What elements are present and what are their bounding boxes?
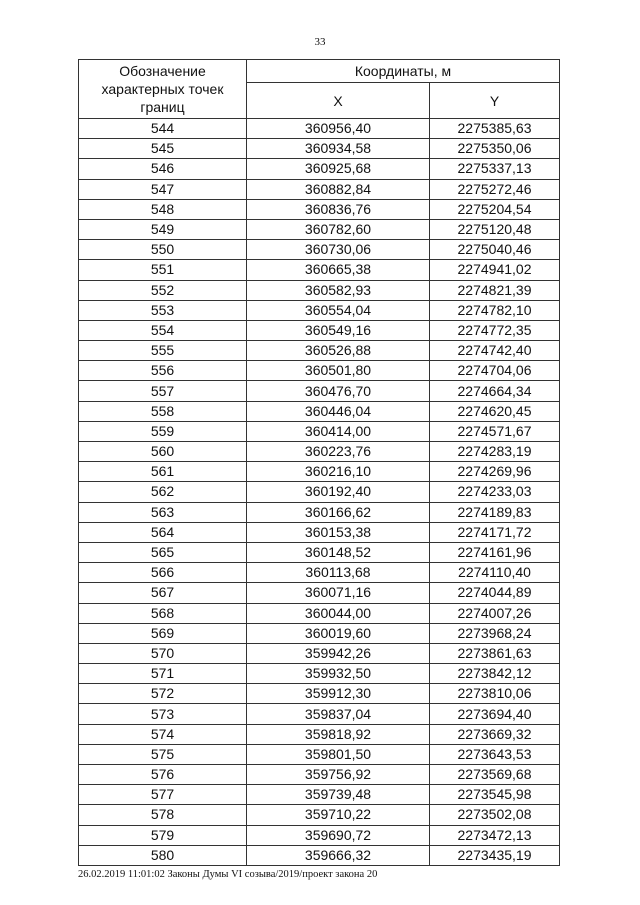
table-header: [79, 60, 560, 119]
point-cell: 578: [79, 805, 247, 825]
x-header: X: [247, 83, 430, 119]
table-row: [79, 381, 560, 401]
point-cell: 553: [79, 300, 247, 320]
point-cell: 565: [79, 542, 247, 562]
y-cell: 2274110,40: [430, 563, 560, 583]
point-cell: 548: [79, 199, 247, 219]
y-cell: 2273810,06: [430, 684, 560, 704]
table-row: [79, 825, 560, 845]
x-cell: 360501,80: [247, 361, 430, 381]
x-cell: 359837,04: [247, 704, 430, 724]
table-row: [79, 219, 560, 239]
coordinates-table: [78, 59, 560, 866]
table-row: [79, 724, 560, 744]
point-cell: 552: [79, 280, 247, 300]
table-row: [79, 704, 560, 724]
x-cell: 359690,72: [247, 825, 430, 845]
y-cell: 2275385,63: [430, 119, 560, 139]
y-cell: 2273435,19: [430, 845, 560, 865]
point-cell: 559: [79, 421, 247, 441]
point-cell: 557: [79, 381, 247, 401]
x-cell: 359932,50: [247, 664, 430, 684]
point-cell: 576: [79, 765, 247, 785]
table-row: [79, 361, 560, 381]
y-cell: 2274007,26: [430, 603, 560, 623]
point-cell: 569: [79, 623, 247, 643]
y-cell: 2274821,39: [430, 280, 560, 300]
point-cell: 558: [79, 401, 247, 421]
table-body: [79, 119, 560, 866]
y-cell: 2274044,89: [430, 583, 560, 603]
table-row: [79, 462, 560, 482]
point-cell: 551: [79, 260, 247, 280]
x-cell: 360414,00: [247, 421, 430, 441]
y-cell: 2273643,53: [430, 744, 560, 764]
point-cell: 550: [79, 240, 247, 260]
y-cell: 2274782,10: [430, 300, 560, 320]
y-cell: 2273861,63: [430, 643, 560, 663]
table-row: [79, 643, 560, 663]
y-cell: 2274571,67: [430, 421, 560, 441]
table-row: [79, 502, 560, 522]
point-cell: 547: [79, 179, 247, 199]
x-cell: 359710,22: [247, 805, 430, 825]
table-row: [79, 442, 560, 462]
point-cell: 554: [79, 320, 247, 340]
table-row: [79, 845, 560, 865]
point-cell: 574: [79, 724, 247, 744]
y-cell: 2273502,08: [430, 805, 560, 825]
point-cell: 575: [79, 744, 247, 764]
point-cell: 560: [79, 442, 247, 462]
x-cell: 360476,70: [247, 381, 430, 401]
table-row: [79, 603, 560, 623]
y-cell: 2274664,34: [430, 381, 560, 401]
x-cell: 360148,52: [247, 542, 430, 562]
x-cell: 360554,04: [247, 300, 430, 320]
x-cell: 360925,68: [247, 159, 430, 179]
table-row: [79, 139, 560, 159]
y-cell: 2275272,46: [430, 179, 560, 199]
y-cell: 2274704,06: [430, 361, 560, 381]
table-row: [79, 744, 560, 764]
y-cell: 2274233,03: [430, 482, 560, 502]
point-cell: 570: [79, 643, 247, 663]
point-cell: 567: [79, 583, 247, 603]
x-cell: 360882,84: [247, 179, 430, 199]
point-cell: 549: [79, 219, 247, 239]
x-cell: 360019,60: [247, 623, 430, 643]
x-cell: 360113,68: [247, 563, 430, 583]
table-row: [79, 522, 560, 542]
x-cell: 359666,32: [247, 845, 430, 865]
point-cell: 571: [79, 664, 247, 684]
table-row: [79, 684, 560, 704]
table-row: [79, 401, 560, 421]
x-cell: 359801,50: [247, 744, 430, 764]
x-cell: 360782,60: [247, 219, 430, 239]
y-cell: 2274171,72: [430, 522, 560, 542]
table-row: [79, 199, 560, 219]
table-row: [79, 482, 560, 502]
x-cell: 359912,30: [247, 684, 430, 704]
table-row: [79, 765, 560, 785]
x-cell: 360071,16: [247, 583, 430, 603]
table-row: [79, 341, 560, 361]
table-row: [79, 320, 560, 340]
table-row: [79, 623, 560, 643]
table-row: [79, 421, 560, 441]
point-cell: 579: [79, 825, 247, 845]
point-cell: 566: [79, 563, 247, 583]
x-cell: 360549,16: [247, 320, 430, 340]
y-cell: 2275120,48: [430, 219, 560, 239]
y-cell: 2273968,24: [430, 623, 560, 643]
y-cell: 2274742,40: [430, 341, 560, 361]
y-cell: 2273569,68: [430, 765, 560, 785]
point-cell: 572: [79, 684, 247, 704]
table-row: [79, 542, 560, 562]
y-cell: 2273472,13: [430, 825, 560, 845]
x-cell: 359942,26: [247, 643, 430, 663]
y-cell: 2275040,46: [430, 240, 560, 260]
table-row: [79, 583, 560, 603]
x-cell: 360216,10: [247, 462, 430, 482]
y-cell: 2274772,35: [430, 320, 560, 340]
y-cell: 2274283,19: [430, 442, 560, 462]
y-cell: 2273694,40: [430, 704, 560, 724]
y-cell: 2273669,32: [430, 724, 560, 744]
y-cell: 2274941,02: [430, 260, 560, 280]
point-cell: 568: [79, 603, 247, 623]
x-cell: 360836,76: [247, 199, 430, 219]
y-cell: 2274189,83: [430, 502, 560, 522]
x-cell: 360166,62: [247, 502, 430, 522]
x-cell: 360153,38: [247, 522, 430, 542]
table-row: [79, 159, 560, 179]
table-row: [79, 563, 560, 583]
table-row: [79, 805, 560, 825]
point-cell: 561: [79, 462, 247, 482]
table-row: [79, 119, 560, 139]
point-cell: 556: [79, 361, 247, 381]
x-cell: 360223,76: [247, 442, 430, 462]
point-cell: 564: [79, 522, 247, 542]
x-cell: 360665,38: [247, 260, 430, 280]
point-cell: 555: [79, 341, 247, 361]
coordinates-group-header: Координаты, м: [247, 60, 560, 83]
table-row: [79, 240, 560, 260]
point-cell: 545: [79, 139, 247, 159]
point-cell: 577: [79, 785, 247, 805]
x-cell: 359756,92: [247, 765, 430, 785]
table-row: [79, 179, 560, 199]
x-cell: 360446,04: [247, 401, 430, 421]
table-row: [79, 260, 560, 280]
table-row: [79, 664, 560, 684]
y-cell: 2275337,13: [430, 159, 560, 179]
footer-stamp: 26.02.2019 11:01:02 Законы Думы VI созыва/2019/проект закона 20: [78, 869, 378, 880]
table-row: [79, 300, 560, 320]
y-header: Y: [430, 83, 560, 119]
y-cell: 2275350,06: [430, 139, 560, 159]
point-cell: 573: [79, 704, 247, 724]
y-cell: 2273842,12: [430, 664, 560, 684]
page-number: 33: [314, 36, 326, 48]
x-cell: 360956,40: [247, 119, 430, 139]
point-cell: 580: [79, 845, 247, 865]
x-cell: 359818,92: [247, 724, 430, 744]
table-row: [79, 785, 560, 805]
x-cell: 360526,88: [247, 341, 430, 361]
x-cell: 360730,06: [247, 240, 430, 260]
y-cell: 2274161,96: [430, 542, 560, 562]
point-cell: 562: [79, 482, 247, 502]
x-cell: 360044,00: [247, 603, 430, 623]
point-cell: 546: [79, 159, 247, 179]
y-cell: 2275204,54: [430, 199, 560, 219]
x-cell: 360192,40: [247, 482, 430, 502]
point-cell: 544: [79, 119, 247, 139]
x-cell: 360582,93: [247, 280, 430, 300]
y-cell: 2274269,96: [430, 462, 560, 482]
point-cell: 563: [79, 502, 247, 522]
y-cell: 2274620,45: [430, 401, 560, 421]
y-cell: 2273545,98: [430, 785, 560, 805]
table-row: [79, 280, 560, 300]
x-cell: 360934,58: [247, 139, 430, 159]
point-label-header: Обозначение характерных точек границ: [79, 60, 247, 119]
x-cell: 359739,48: [247, 785, 430, 805]
